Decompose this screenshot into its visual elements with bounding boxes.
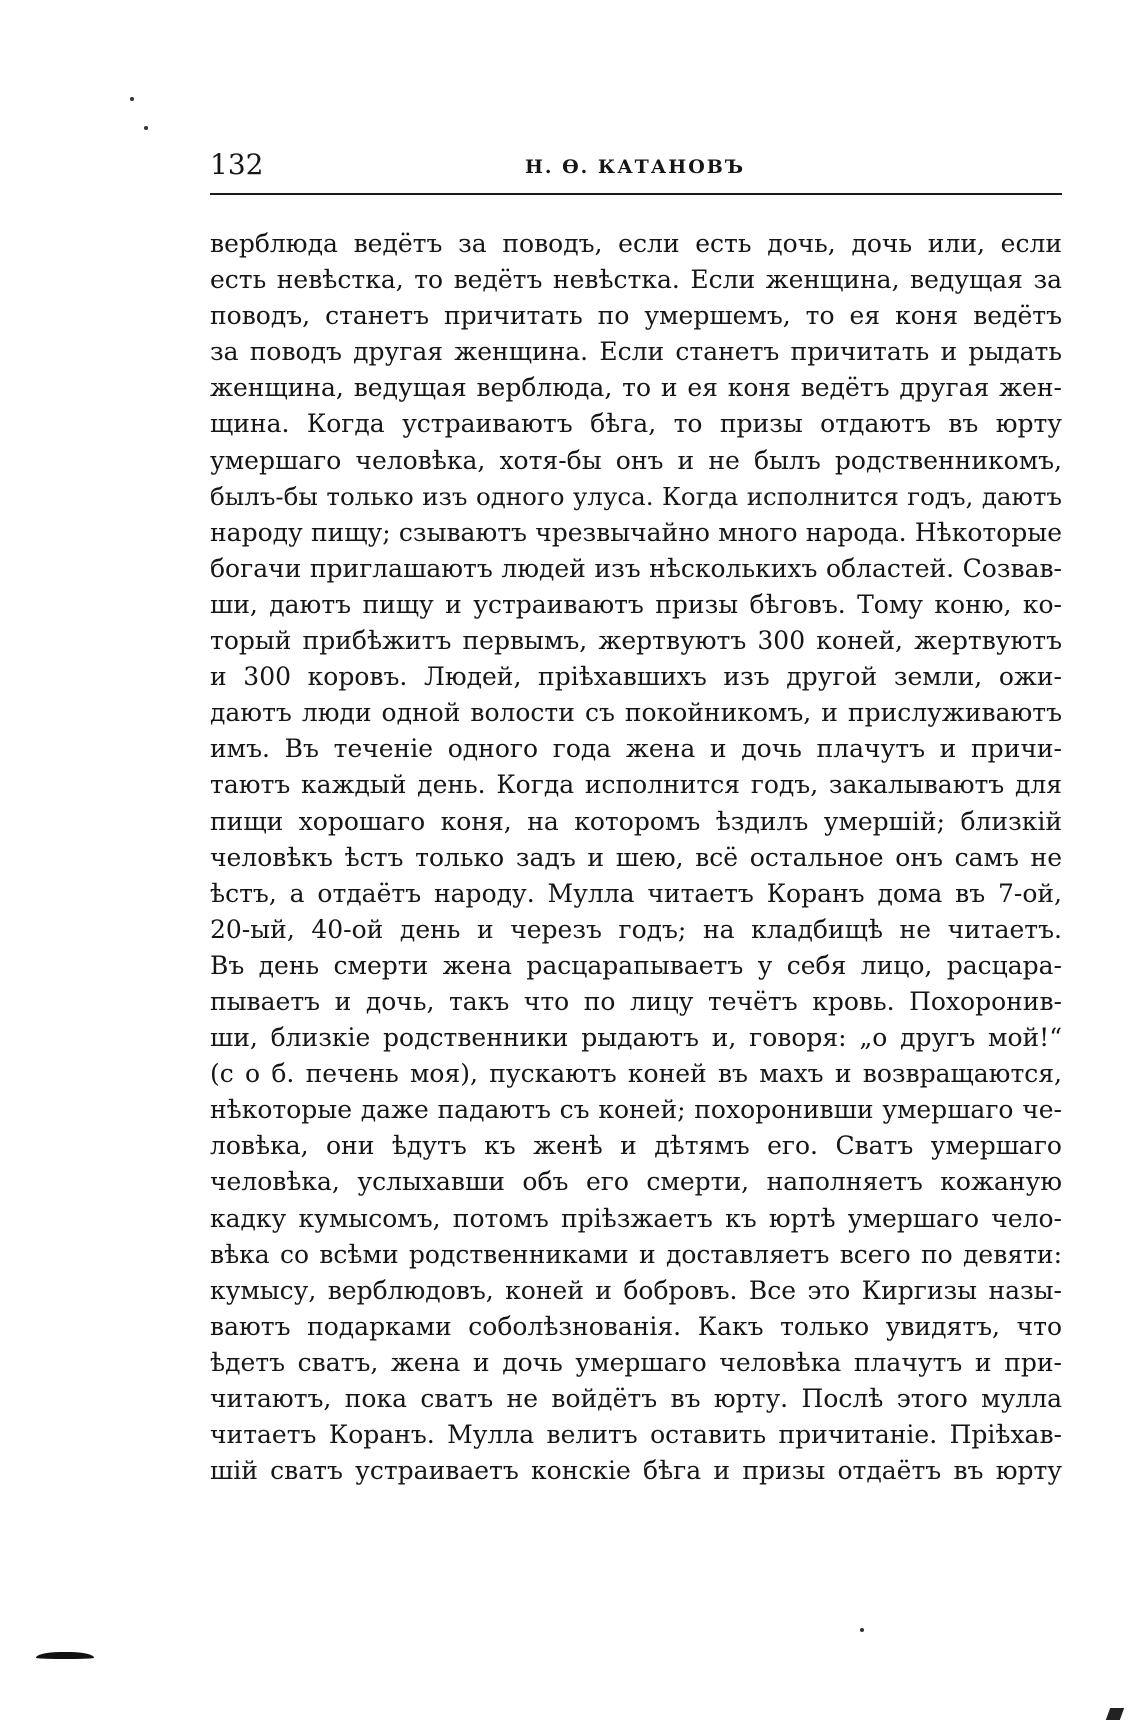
text-line: женщина, ведущая верблюда, то и ея коня ведётъ другая жен- xyxy=(210,373,1062,403)
text-line: богачи приглашаютъ людей изъ нѣсколькихъ областей. Созвав- xyxy=(210,553,1062,583)
text-line: ши, даютъ пищу и устраиваютъ призы бѣговъ. Тому коню, ко- xyxy=(210,589,1062,619)
text-line: торый прибѣжитъ первымъ, жертвуютъ 300 коней, жертвуютъ xyxy=(210,626,1062,656)
text-line: даютъ люди одной волости съ покойникомъ, и прислуживаютъ xyxy=(210,698,1062,728)
text-line: человѣкъ ѣстъ только задъ и шею, всё остальное онъ самъ не xyxy=(210,842,1062,872)
text-line: поводъ, станетъ причитать по умершемъ, то ея коня ведётъ xyxy=(210,301,1062,331)
text-line: вѣка со всѣми родственниками и доставляетъ всего по девяти: xyxy=(210,1239,1062,1269)
text-line: читаютъ, пока сватъ не войдётъ въ юрту. Послѣ этого мулла xyxy=(210,1384,1062,1413)
text-line: умершаго человѣка, хотя-бы онъ и не былъ родственникомъ, xyxy=(210,445,1062,475)
text-line: ѣдетъ сватъ, жена и дочь умершаго человѣка плачутъ и при- xyxy=(210,1347,1062,1377)
text-line: Въ день смерти жена расцарапываетъ у себя лицо, расцара- xyxy=(210,950,1062,980)
body-text xyxy=(210,226,1062,1489)
scan-artifact-dot xyxy=(860,1628,864,1632)
text-line: (с о б. печень моя), пускаютъ коней въ махъ и возвращаются, xyxy=(210,1059,1062,1089)
text-line: за поводъ другая женщина. Если станетъ причитать и рыдать xyxy=(210,337,1062,367)
text-line: щина. Когда устраиваютъ бѣга, то призы отдаютъ въ юрту xyxy=(210,409,1062,439)
text-line: и 300 коровъ. Людей, пріѣхавшихъ изъ другой земли, ожи- xyxy=(210,662,1062,692)
text-line: 20-ый, 40-ой день и черезъ годъ; на кладбищѣ не читаетъ. xyxy=(210,914,1062,944)
text-line: человѣка, услыхавши объ его смерти, наполняетъ кожаную xyxy=(210,1167,1062,1197)
text-line: верблюда ведётъ за поводъ, если есть дочь, дочь или, если xyxy=(210,229,1062,258)
text-line: народу пищу; сзываютъ чрезвычайно много народа. Нѣкоторые xyxy=(210,517,1062,547)
scan-artifact-dot xyxy=(144,126,148,130)
text-line: ши, близкіе родственники рыдаютъ и, говоря: „о другъ мой!“ xyxy=(210,1023,1062,1053)
text-line: кумысу, верблюдовъ, коней и бобровъ. Все это Киргизы назы- xyxy=(210,1275,1062,1305)
text-line: есть невѣстка, то ведётъ невѣстка. Если женщина, ведущая за xyxy=(210,265,1062,295)
scan-artifact-dash xyxy=(36,1652,94,1659)
text-line: былъ-бы только изъ одного улуса. Когда исполнится годъ, даютъ xyxy=(210,481,1062,511)
scan-artifact-mark xyxy=(1106,1708,1124,1720)
text-line: нѣкоторые даже падаютъ съ коней; похоронивши умершаго че- xyxy=(210,1095,1062,1125)
text-line: имъ. Въ теченіе одного года жена и дочь плачутъ и причи- xyxy=(210,734,1062,764)
text-line: таютъ каждый день. Когда исполнится годъ, закалываютъ для xyxy=(210,770,1062,800)
text-line: шій сватъ устраиваетъ конскіе бѣга и призы отдаётъ въ юрту xyxy=(210,1456,1062,1486)
running-head: Н. Ѳ. КАТАНОВЪ xyxy=(524,156,746,178)
header-rule xyxy=(210,193,1062,195)
text-line: кадку кумысомъ, потомъ пріѣзжаетъ къ юртѣ умершаго чело- xyxy=(210,1203,1062,1233)
page-header xyxy=(210,148,1060,188)
text-line: читаетъ Коранъ. Мулла велитъ оставить причитаніе. Пріѣхав- xyxy=(210,1420,1062,1450)
text-line: ѣстъ, а отдаётъ народу. Мулла читаетъ Коранъ дома въ 7-ой, xyxy=(210,878,1062,908)
page-number: 132 xyxy=(210,148,264,181)
text-line: пываетъ и дочь, такъ что по лицу течётъ кровь. Похоронив- xyxy=(210,986,1062,1016)
text-line: ловѣка, они ѣдутъ къ женѣ и дѣтямъ его. Сватъ умершаго xyxy=(210,1131,1062,1161)
scan-artifact-dot xyxy=(130,97,134,101)
text-line: ваютъ подарками соболѣзнованія. Какъ только увидятъ, что xyxy=(210,1311,1062,1341)
text-line: пищи хорошаго коня, на которомъ ѣздилъ умершій; близкій xyxy=(210,806,1062,836)
